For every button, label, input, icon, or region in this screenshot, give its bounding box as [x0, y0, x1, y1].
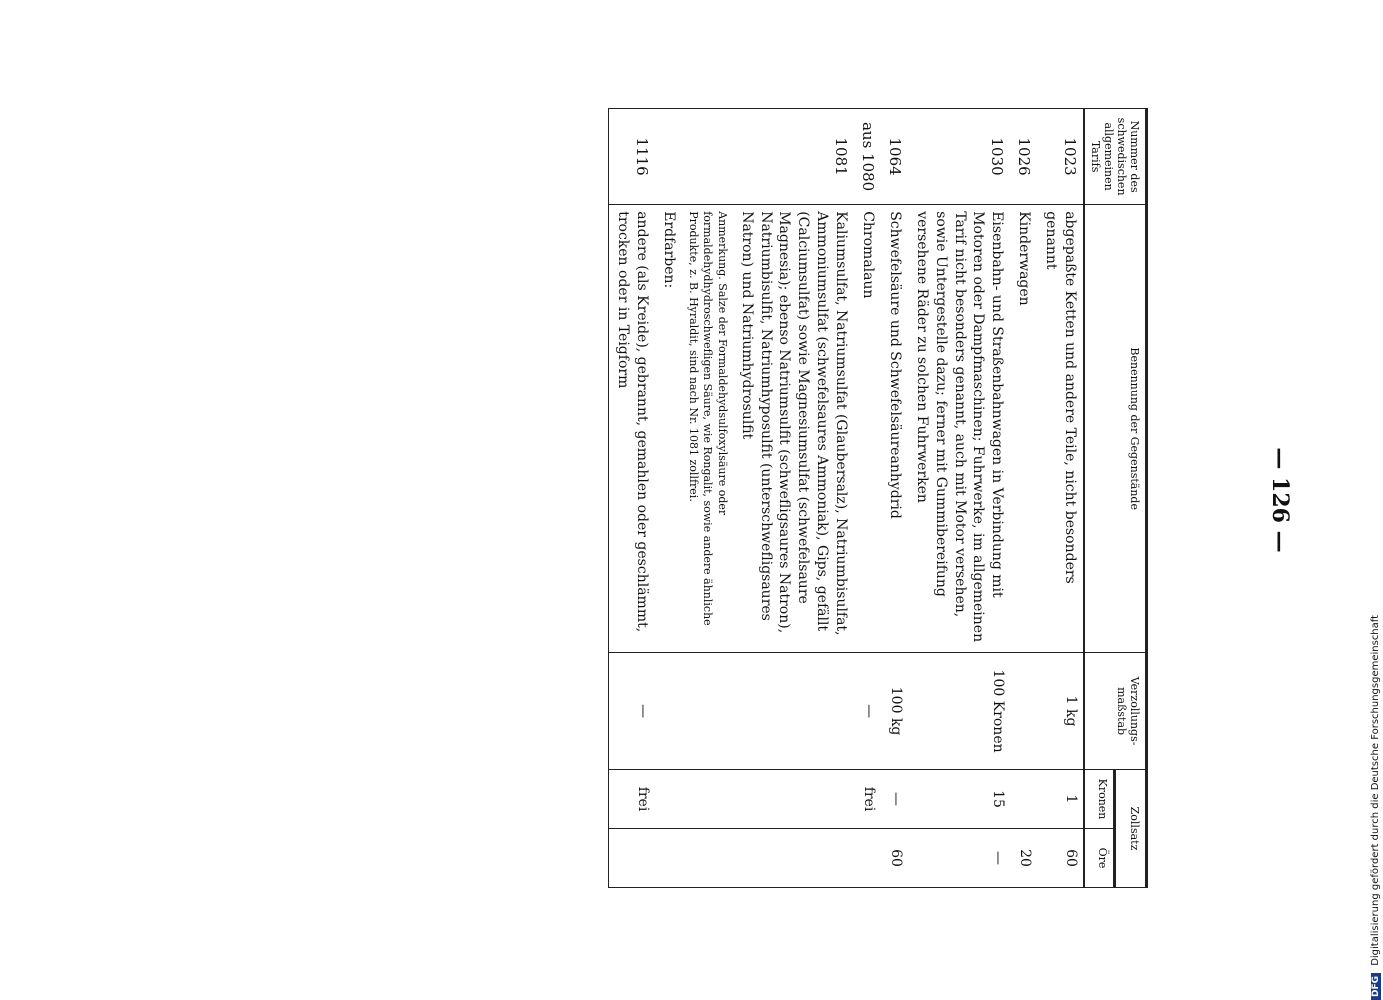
row-name: andere (als Kreide), gebrannt, gemahlen oder geschlämmt, trocken oder in Teigform — [609, 205, 655, 653]
row-oere: — — [908, 828, 1010, 887]
row-mass — [655, 653, 682, 770]
row-name: Kinderwagen — [1010, 205, 1037, 653]
row-nr: 1081 — [733, 109, 854, 205]
row-kronen — [733, 770, 854, 829]
footer-text: Digitalisierung gefördert durch die Deutsche Forschungsgemeinschaft — [1370, 614, 1381, 966]
row-oere — [655, 828, 682, 887]
table-row — [733, 109, 854, 888]
header-name: Benennung der Gegenstände — [1084, 205, 1147, 653]
header-nr: Nummer des schwedischen allgemeinen Tarifs — [1084, 109, 1147, 205]
row-kronen: 15 — [908, 770, 1010, 829]
row-kronen — [655, 770, 682, 829]
row-name: Erdfarben: — [655, 205, 682, 653]
table-row — [854, 109, 881, 888]
row-oere — [733, 828, 854, 887]
row-oere — [609, 828, 655, 887]
row-nr — [682, 109, 733, 205]
row-mass — [1010, 653, 1037, 770]
table-row — [1037, 109, 1084, 888]
row-mass: — — [854, 653, 881, 770]
row-mass: 100 kg — [881, 653, 908, 770]
row-oere: 20 — [1010, 828, 1037, 887]
row-oere — [682, 828, 733, 887]
header-oere: Öre — [1084, 828, 1115, 887]
table-row — [1010, 109, 1037, 888]
row-mass — [682, 653, 733, 770]
header-zoll: Zollsatz — [1115, 770, 1147, 888]
row-nr — [655, 109, 682, 205]
dfg-logo: DFG — [1371, 973, 1381, 1000]
table-row — [655, 109, 682, 888]
row-kronen — [682, 770, 733, 829]
page-number: — 126 — — [1267, 447, 1293, 553]
header-mass: Verzollungs-maßstab — [1084, 653, 1147, 770]
row-oere — [854, 828, 881, 887]
row-kronen: — — [881, 770, 908, 829]
row-name: Schwefelsäure und Schwefelsäureanhydrid — [881, 205, 908, 653]
table-row — [609, 109, 655, 888]
row-kronen: frei — [609, 770, 655, 829]
digitization-footer — [1370, 0, 1381, 1000]
row-nr: 1064 — [881, 109, 908, 205]
row-kronen: frei — [854, 770, 881, 829]
row-nr: aus 1080 — [854, 109, 881, 205]
table-row-note — [682, 109, 733, 888]
row-kronen: 1 — [1037, 770, 1084, 829]
row-oere: 60 — [1037, 828, 1084, 887]
table-row — [881, 109, 908, 888]
row-nr: 1030 — [908, 109, 1010, 205]
row-kronen — [1010, 770, 1037, 829]
tariff-table — [608, 108, 1148, 888]
row-name: Chromalaun — [854, 205, 881, 653]
row-mass: 100 Kronen — [908, 653, 1010, 770]
row-name: Eisenbahn- und Straßenbahnwagen in Verbindung mit Motoren oder Dampfmaschinen; Fuhrwerke, im allgemeinen Tarif nicht besonders genannt, auch mit Motor versehen, sowie Untergestelle dazu; ferner mit Gummibereifung versehene Räder zu solchen Fuhrwerken — [908, 205, 1010, 653]
row-nr: 1026 — [1010, 109, 1037, 205]
row-name: Kaliumsulfat, Natriumsulfat (Glaubersalz), Natriumbisulfat, Ammoniumsulfat (schwefelsaures Ammoniak), Gips, gefällt (Calciumsulfat) sowie Magnesiumsulfat (schwefelsaure Magnesia); ebenso Natriumsulfit (schwefligsaures Natron), Natriumbisulfit, Natriumhyposulfit (unterschwefligsaures Natron) und Natriumhydrosulfit — [733, 205, 854, 653]
table-row — [908, 109, 1010, 888]
row-name: abgepaßte Ketten und andere Teile, nicht besonders genannt — [1037, 205, 1084, 653]
row-mass: 1 kg — [1037, 653, 1084, 770]
row-nr: 1023 — [1037, 109, 1084, 205]
row-nr: 1116 — [609, 109, 655, 205]
row-oere: 60 — [881, 828, 908, 887]
row-mass — [733, 653, 854, 770]
row-mass: — — [609, 653, 655, 770]
header-kronen: Kronen — [1084, 770, 1115, 829]
row-note: Anmerkung. Salze der Formaldehydsulfoxylsäure oder formaldehydhydroschwefligen Säure, wie Rongalit, sowie andere ähnliche Produkte, z. B. Hyraldit, sind nach Nr. 1081 zollfrei. — [682, 205, 733, 653]
